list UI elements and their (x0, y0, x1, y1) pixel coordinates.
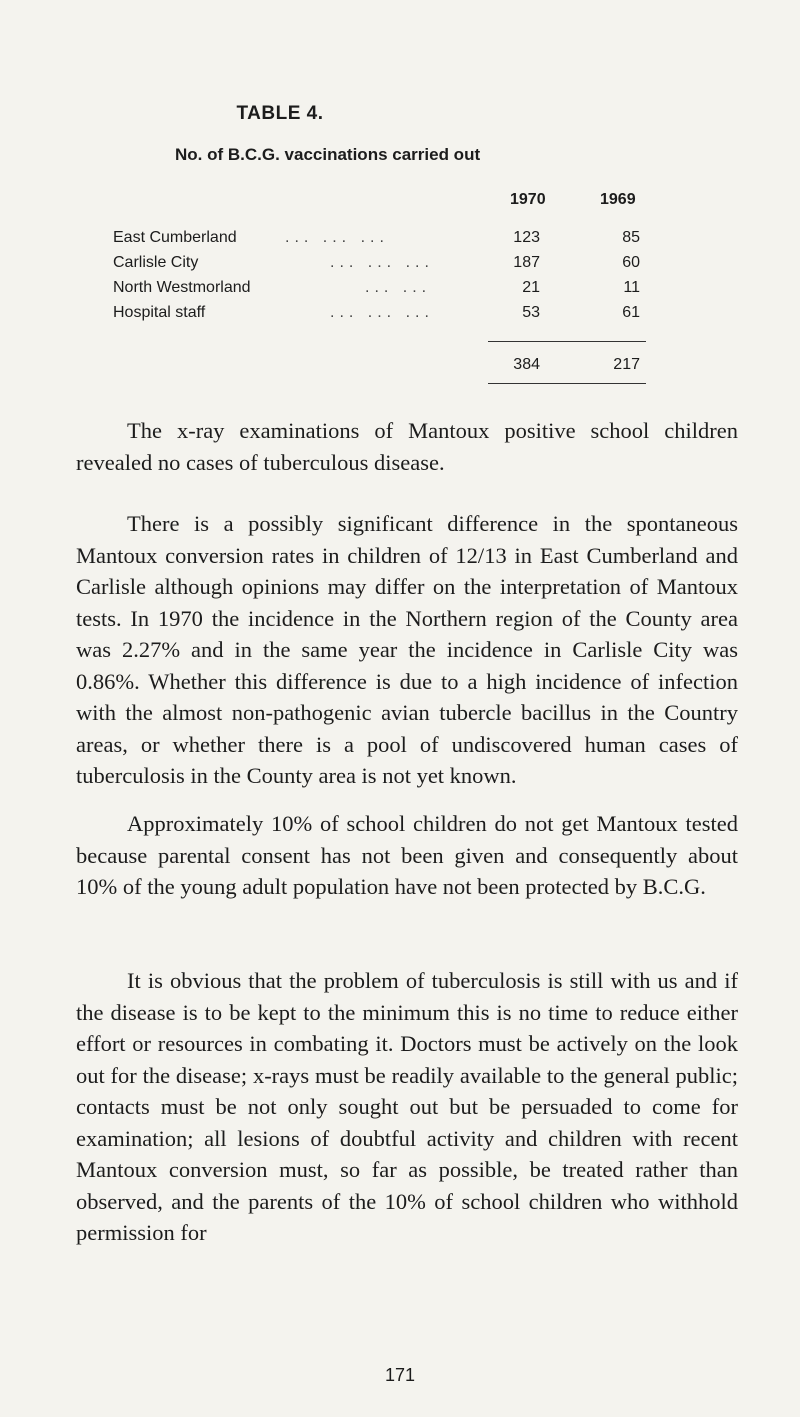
total-1969: 217 (613, 356, 640, 373)
value-1970: 21 (522, 279, 540, 296)
row-label: Hospital staff (113, 304, 206, 321)
value-1970: 187 (513, 254, 540, 271)
table-row (0, 229, 800, 253)
value-1970: 123 (513, 229, 540, 246)
value-1969: 85 (622, 229, 640, 246)
leader-dots: ... ... ... (330, 254, 434, 271)
row-label: North Westmorland (113, 279, 251, 296)
paragraph: The x-ray examinations of Mantoux positive school children revealed no cases of tuberculous disease. (76, 418, 738, 475)
value-1969: 60 (622, 254, 640, 271)
table-row (0, 254, 800, 278)
total-1970: 384 (513, 356, 540, 373)
value-1969: 11 (623, 279, 640, 296)
leader-dots: ... ... (365, 279, 432, 296)
page-number: 171 (385, 1365, 416, 1385)
leader-dots: ... ... ... (285, 229, 389, 246)
row-label: East Cumberland (113, 229, 237, 246)
table-row (0, 279, 800, 303)
paragraph: It is obvious that the problem of tuberculosis is still with us and if the disease is to be kept to the minimum this is no time to reduce either effort or resources in combating it. Doctors must be actively on the look out for the disease; x-rays must be readily available to the general public; contacts must be not only sought out but be persuaded to come for examination; all lesions of doubtful activity and children with recent Mantoux conversion must, so far as possible, be treated rather than observed, and the parents of the 10% of school children who withhold permission for (76, 968, 738, 1245)
paragraph: There is a possibly significant difference in the spontaneous Mantoux conversion rates in children of 12/13 in East Cumberland and Carlisle although opinions may differ on the interpretation of Mantoux tests. In 1970 the incidence in the Northern region of the County area was 2.27% and in the same year the incidence in Carlisle City was 0.86%. Whether this difference is due to a high incidence of infection with the almost non-pathogenic avian tubercle bacillus in the Country areas, or whether there is a pool of undiscovered human cases of tuberculosis in the County area is not yet known. (76, 511, 738, 788)
total-rule-top (488, 341, 646, 342)
paragraph: Approximately 10% of school children do not get Mantoux tested because parental consent has not been given and consequently about 10% of the young adult population have not been protected by B.C.G. (76, 811, 738, 899)
table-row (0, 304, 800, 328)
column-header-1970: 1970 (510, 191, 546, 208)
value-1969: 61 (622, 304, 640, 321)
row-label: Carlisle City (113, 254, 199, 271)
table-title: TABLE 4. (236, 103, 324, 124)
total-rule-bottom (488, 383, 646, 384)
table-subtitle: No. of B.C.G. vaccinations carried out (175, 145, 481, 164)
column-header-1969: 1969 (600, 191, 636, 208)
value-1970: 53 (522, 304, 540, 321)
leader-dots: ... ... ... (330, 304, 434, 321)
